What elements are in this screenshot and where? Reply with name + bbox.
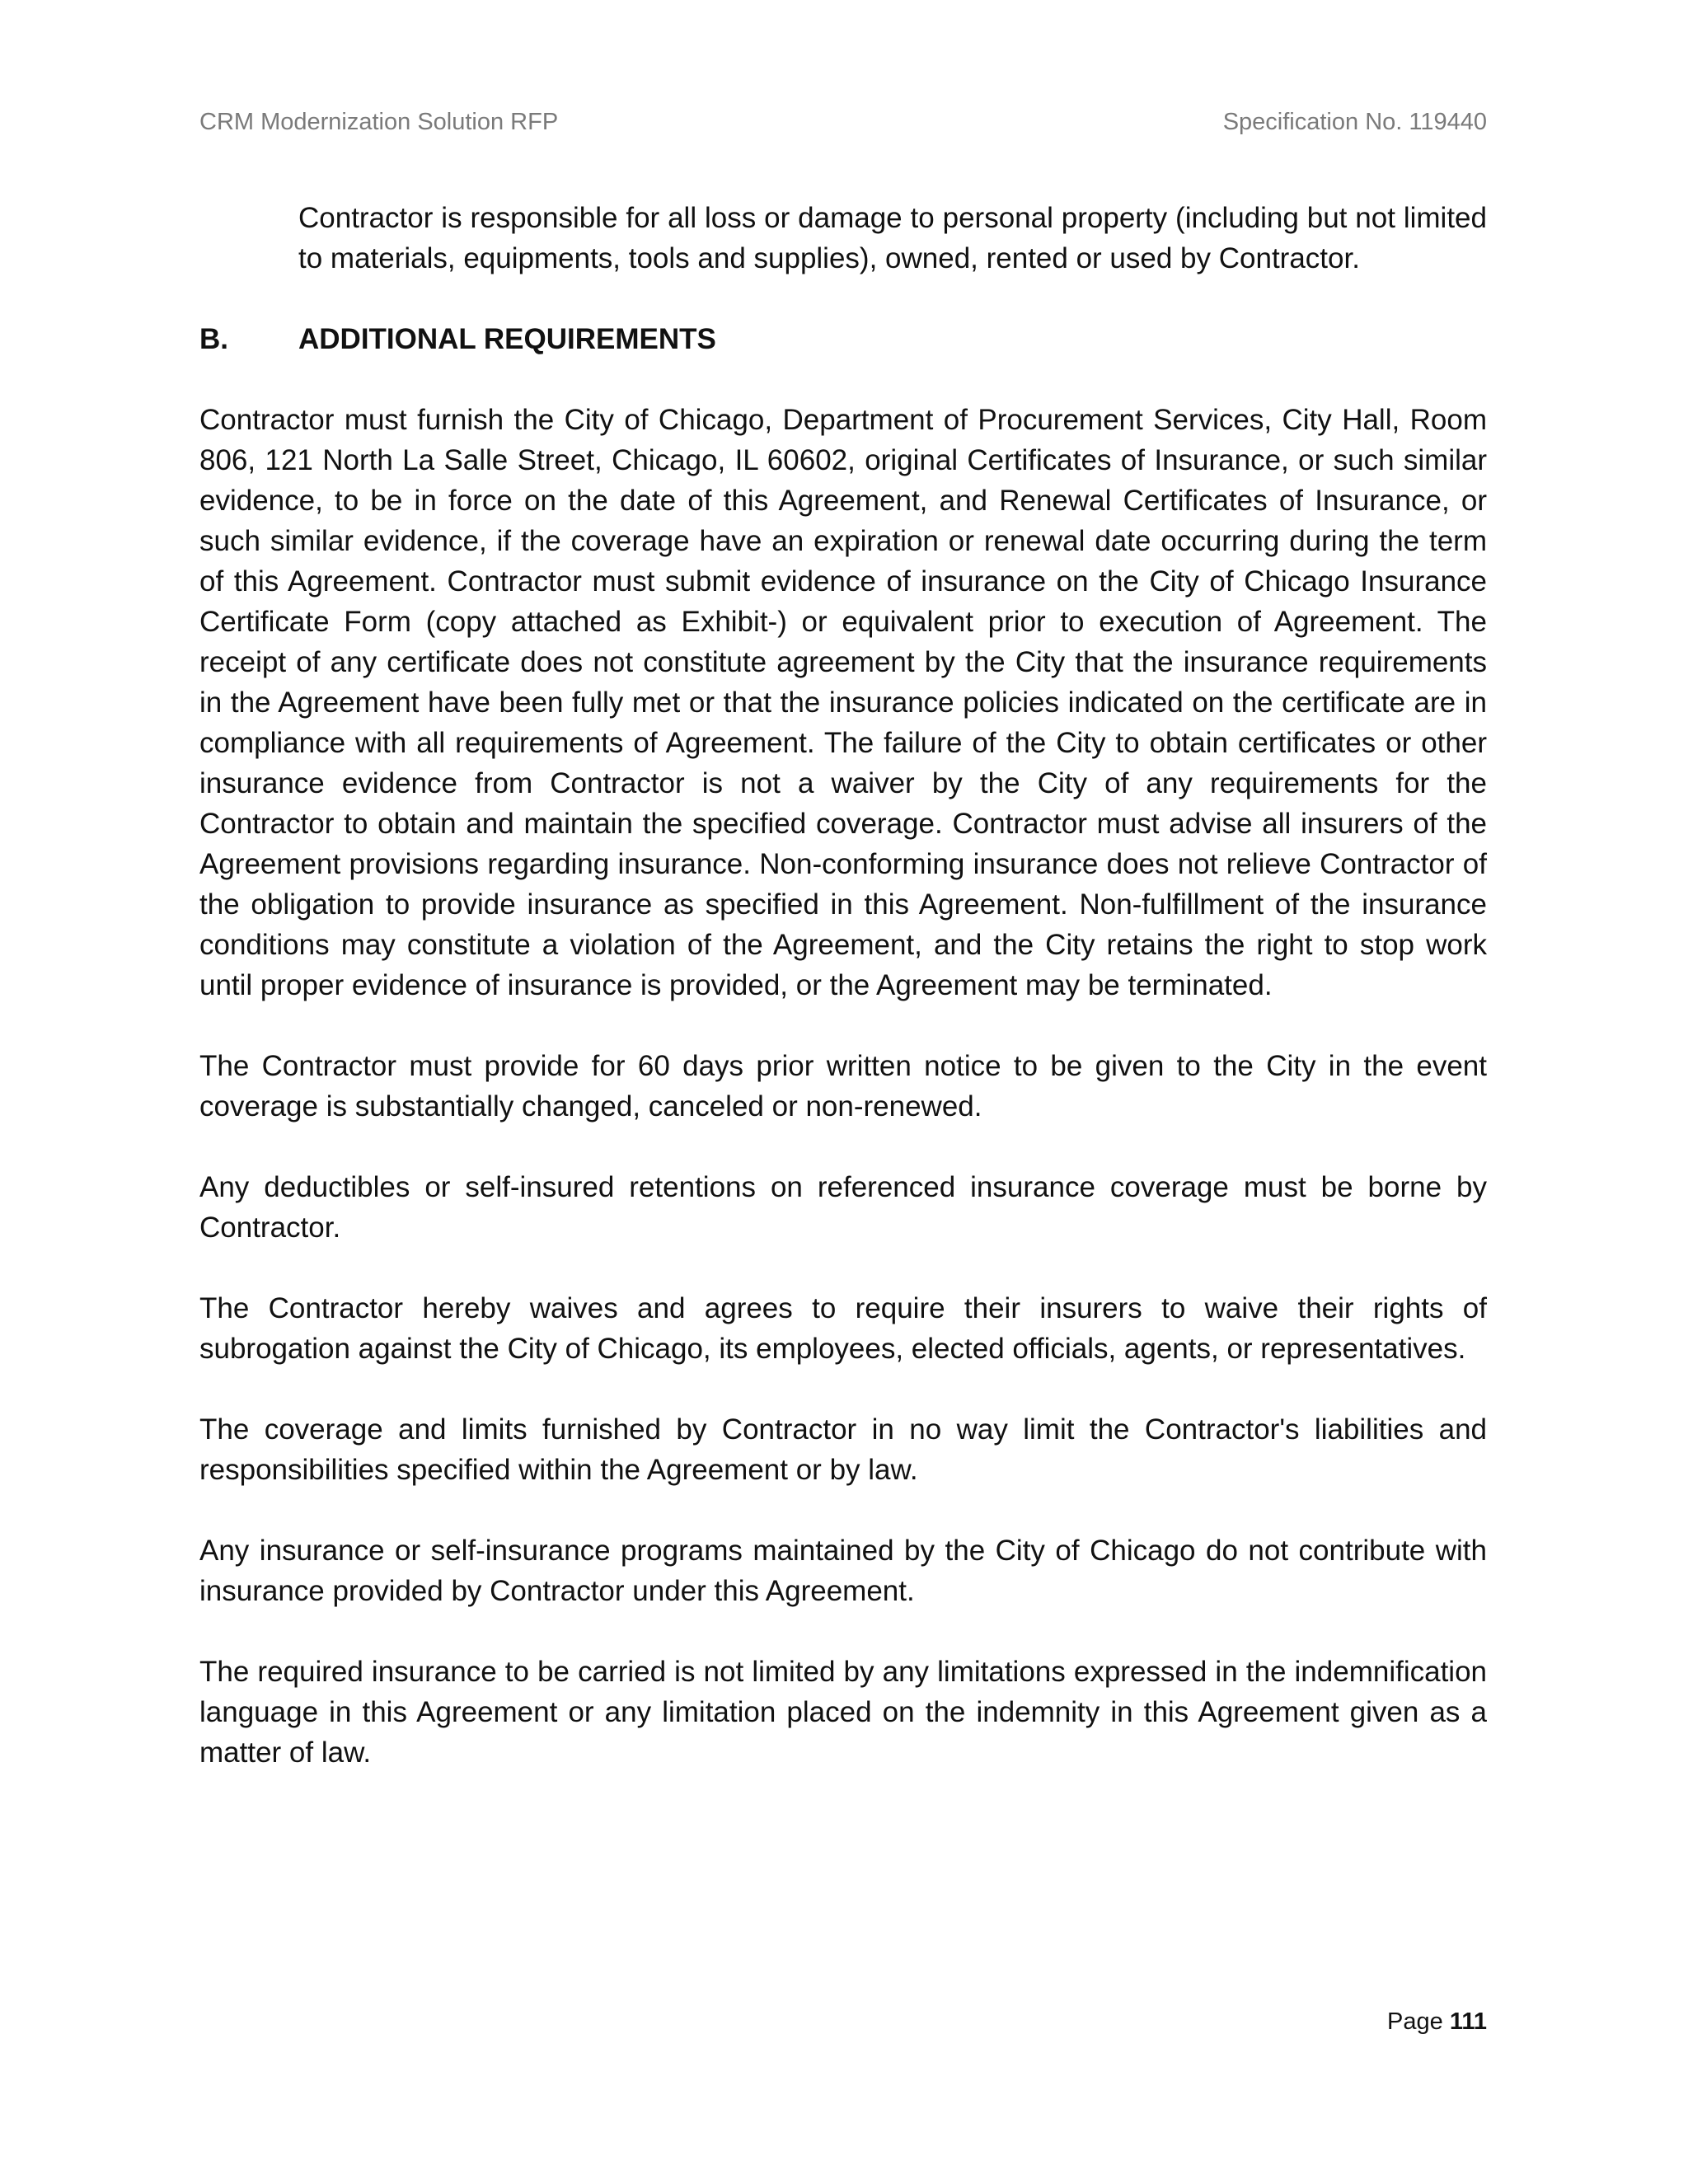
- intro-paragraph: Contractor is responsible for all loss or damage to personal property (including but not limited to materials, equipments, tools and supplies), owned, rented or used by Contractor.: [298, 202, 1487, 274]
- paragraph-certificates: Contractor must furnish the City of Chicago, Department of Procurement Services, City Hall, Room 806, 121 North La Salle Street, Chicago, IL 60602, original Certificates of Insurance, or such similar evidence, to be in force on the date of this Agreement, and Renewal Certificates of Insurance, or such similar evidence, if the coverage have an expiration or renewal date occurring during the term of this Agreement. Contractor must submit evidence of insurance on the City of Chicago Insurance Certificate Form (copy attached as Exhibit-) or equivalent prior to execution of Agreement. The receipt of any certificate does not constitute agreement by the City that the insurance requirements in the Agreement have been fully met or that the insurance policies indicated on the certificate are in compliance with all requirements of Agreement. The failure of the City to obtain certificates or other insurance evidence from Contractor is not a waiver by the City of any requirements for the Contractor to obtain and maintain the specified coverage. Contractor must advise all insurers of the Agreement provisions regarding insurance. Non-conforming insurance does not relieve Contractor of the obligation to provide insurance as specified in this Agreement. Non-fulfillment of the insurance conditions may constitute a violation of the Agreement, and the City retains the right to stop work until proper evidence of insurance is provided, or the Agreement may be terminated.: [199, 404, 1487, 1001]
- document-body: [199, 198, 1487, 1813]
- section-letter: B.: [199, 323, 228, 355]
- paragraph-deductibles: Any deductibles or self-insured retentions on referenced insurance coverage must be borne by Contractor.: [199, 1171, 1487, 1244]
- paragraph-coverage-limits: The coverage and limits furnished by Contractor in no way limit the Contractor's liabilities and responsibilities specified within the Agreement or by law.: [199, 1413, 1487, 1486]
- page-label: Page: [1387, 2008, 1443, 2035]
- section-title: ADDITIONAL REQUIREMENTS: [298, 323, 716, 355]
- page-footer: [1387, 2008, 1487, 2036]
- page-header: [199, 109, 1487, 142]
- section-heading: [199, 319, 1487, 359]
- page-number: 111: [1449, 2008, 1487, 2035]
- paragraph-notice: The Contractor must provide for 60 days prior written notice to be given to the City in the event coverage is substantially changed, canceled or non-renewed.: [199, 1050, 1487, 1122]
- paragraph-self-insurance: Any insurance or self-insurance programs maintained by the City of Chicago do not contribute with insurance provided by Contractor under this Agreement.: [199, 1535, 1487, 1607]
- paragraph-indemnification: The required insurance to be carried is not limited by any limitations expressed in the indemnification language in this Agreement or any limitation placed on the indemnity in this Agreement given as a matter of law.: [199, 1656, 1487, 1769]
- header-specification-number: Specification No. 119440: [1222, 109, 1487, 135]
- header-document-title: CRM Modernization Solution RFP: [199, 109, 559, 135]
- paragraph-subrogation: The Contractor hereby waives and agrees to require their insurers to waive their rights of subrogation against the City of Chicago, its employees, elected officials, agents, or representatives.: [199, 1292, 1487, 1365]
